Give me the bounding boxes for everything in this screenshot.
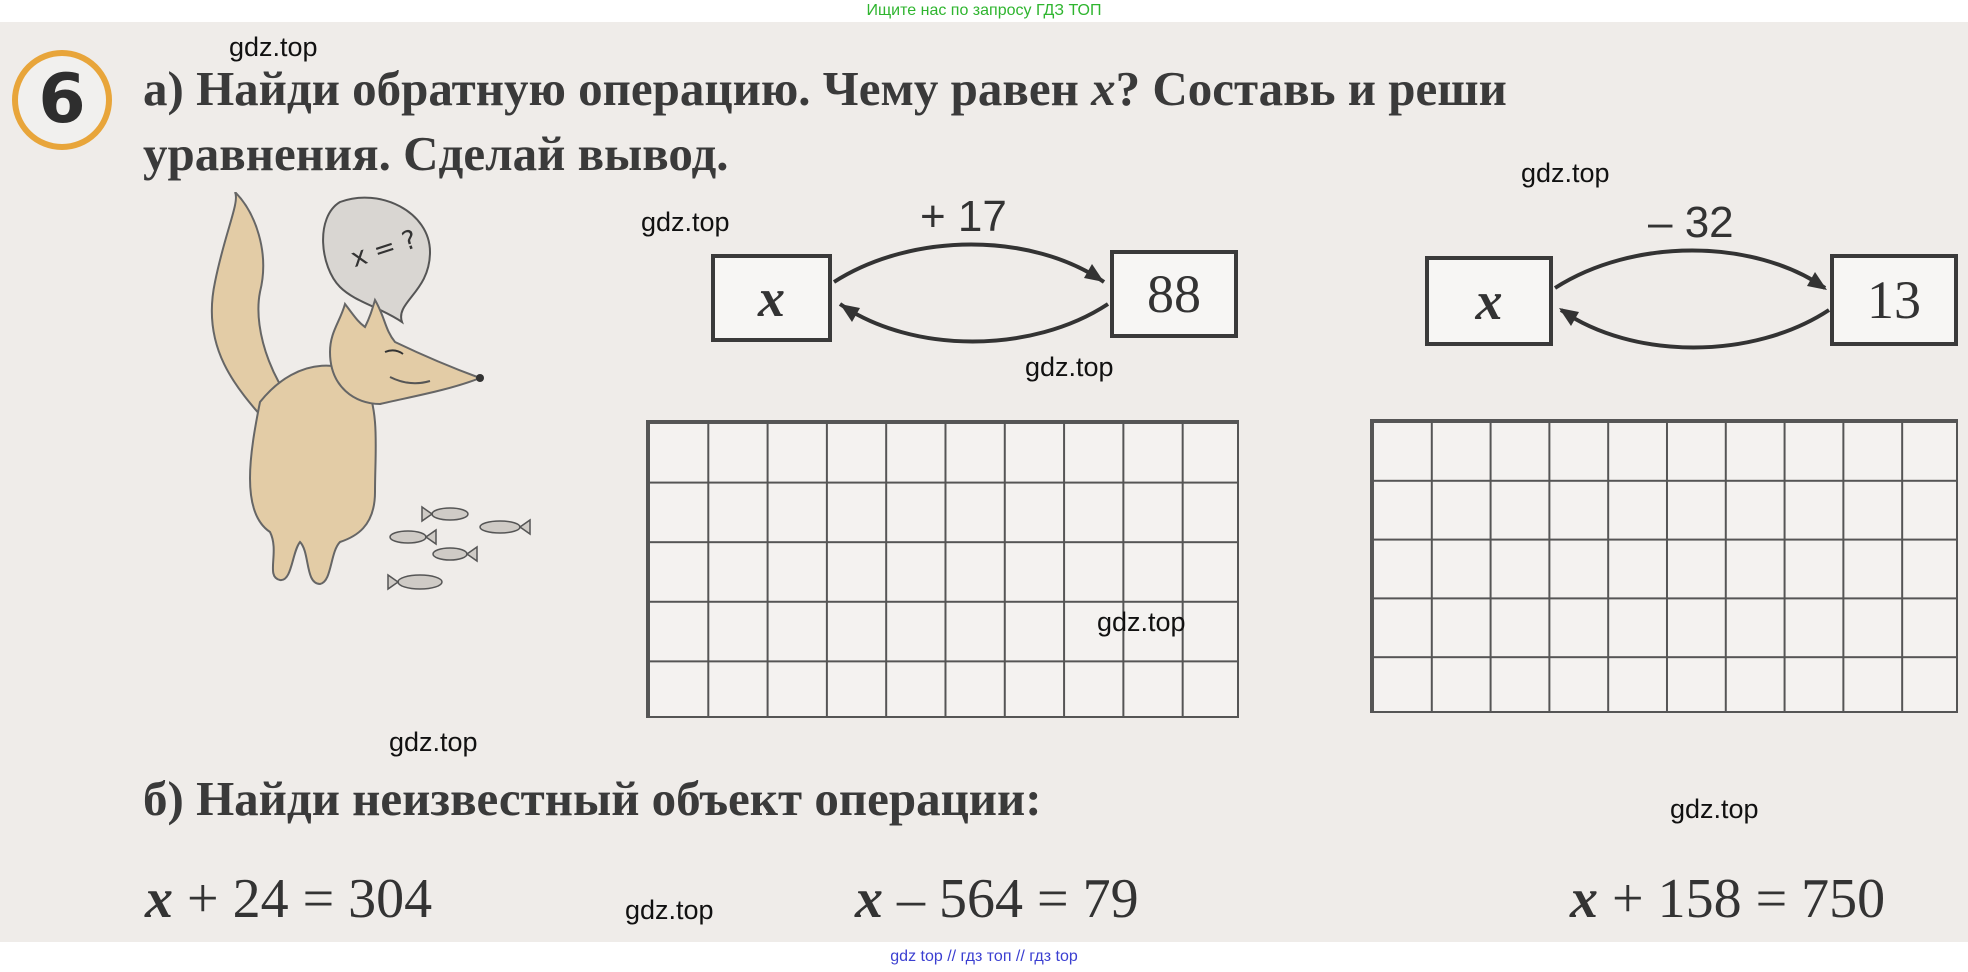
exercise-number: 6 bbox=[38, 60, 86, 139]
left-output-box: 88 bbox=[1110, 250, 1238, 338]
equation-2-variable: x bbox=[855, 868, 883, 930]
fish bbox=[480, 521, 520, 533]
right-output-box: 13 bbox=[1830, 254, 1958, 346]
equation-3-variable: x bbox=[1570, 868, 1598, 930]
exercise-number-badge bbox=[12, 50, 112, 150]
answer-grid-left[interactable] bbox=[646, 420, 1239, 718]
fish-tail bbox=[467, 547, 477, 561]
watermark: gdz.top bbox=[1025, 352, 1114, 382]
fish-tail bbox=[422, 507, 432, 521]
watermark: gdz.top bbox=[625, 895, 714, 925]
fish-group bbox=[388, 507, 530, 589]
fox-head bbox=[330, 300, 480, 404]
watermark: gdz.top bbox=[1521, 158, 1610, 188]
fish-tail bbox=[520, 520, 530, 534]
forward-arrow bbox=[834, 245, 1104, 283]
equation-1-rest: + 24 = 304 bbox=[173, 868, 433, 930]
task-b-heading: б) Найди неизвестный объект операции: bbox=[143, 771, 1042, 826]
left-input-variable: x bbox=[758, 268, 785, 328]
fish bbox=[390, 531, 426, 543]
right-arrows bbox=[1553, 248, 1833, 358]
task-a-line1 bbox=[143, 60, 1507, 117]
watermark: gdz.top bbox=[229, 32, 318, 62]
left-arrows bbox=[832, 242, 1112, 352]
inverse-arrowhead bbox=[1559, 308, 1579, 326]
answer-grid-right[interactable] bbox=[1370, 419, 1958, 713]
inverse-arrowhead bbox=[840, 304, 860, 322]
right-input-box bbox=[1425, 256, 1553, 346]
left-input-box bbox=[711, 254, 832, 342]
top-banner[interactable]: Ищите нас по запросу ГДЗ ТОП bbox=[866, 2, 1102, 19]
watermark: gdz.top bbox=[389, 727, 478, 757]
fish-tail bbox=[388, 575, 398, 589]
footer-links[interactable]: gdz top // гдз топ // гдз top bbox=[890, 948, 1078, 965]
forward-arrow bbox=[1555, 251, 1825, 289]
watermark: gdz.top bbox=[1097, 607, 1186, 637]
task-a-variable: x bbox=[1091, 61, 1116, 116]
fish bbox=[398, 575, 442, 589]
task-a-line2: уравнения. Сделай вывод. bbox=[143, 126, 729, 181]
forward-arrowhead bbox=[1807, 272, 1827, 290]
fox-illustration bbox=[180, 192, 540, 632]
task-a-prefix: а) Найди обратную операцию. Чему равен bbox=[143, 61, 1092, 116]
watermark: gdz.top bbox=[641, 207, 730, 237]
fox-nose bbox=[476, 374, 484, 382]
equation-1-variable: x bbox=[145, 868, 173, 930]
fish-tail bbox=[426, 530, 436, 544]
equation-3 bbox=[1570, 867, 1885, 931]
fish bbox=[432, 508, 468, 520]
forward-arrowhead bbox=[1084, 264, 1104, 282]
bubble-text: x = ? bbox=[347, 224, 421, 274]
task-a-suffix: ? Составь и реши bbox=[1115, 61, 1507, 116]
watermark: gdz.top bbox=[1670, 794, 1759, 824]
equation-1 bbox=[145, 867, 432, 931]
inverse-arrow bbox=[1561, 310, 1829, 348]
fish bbox=[433, 548, 467, 560]
right-input-variable: x bbox=[1475, 271, 1503, 331]
textbook-page bbox=[0, 22, 1968, 942]
right-operation-label: – 32 bbox=[1648, 198, 1734, 247]
equation-2 bbox=[855, 867, 1139, 931]
inverse-arrow bbox=[840, 304, 1108, 342]
left-operation-label: + 17 bbox=[920, 192, 1007, 241]
equation-2-rest: – 564 = 79 bbox=[883, 868, 1139, 930]
equation-3-rest: + 158 = 750 bbox=[1598, 868, 1886, 930]
